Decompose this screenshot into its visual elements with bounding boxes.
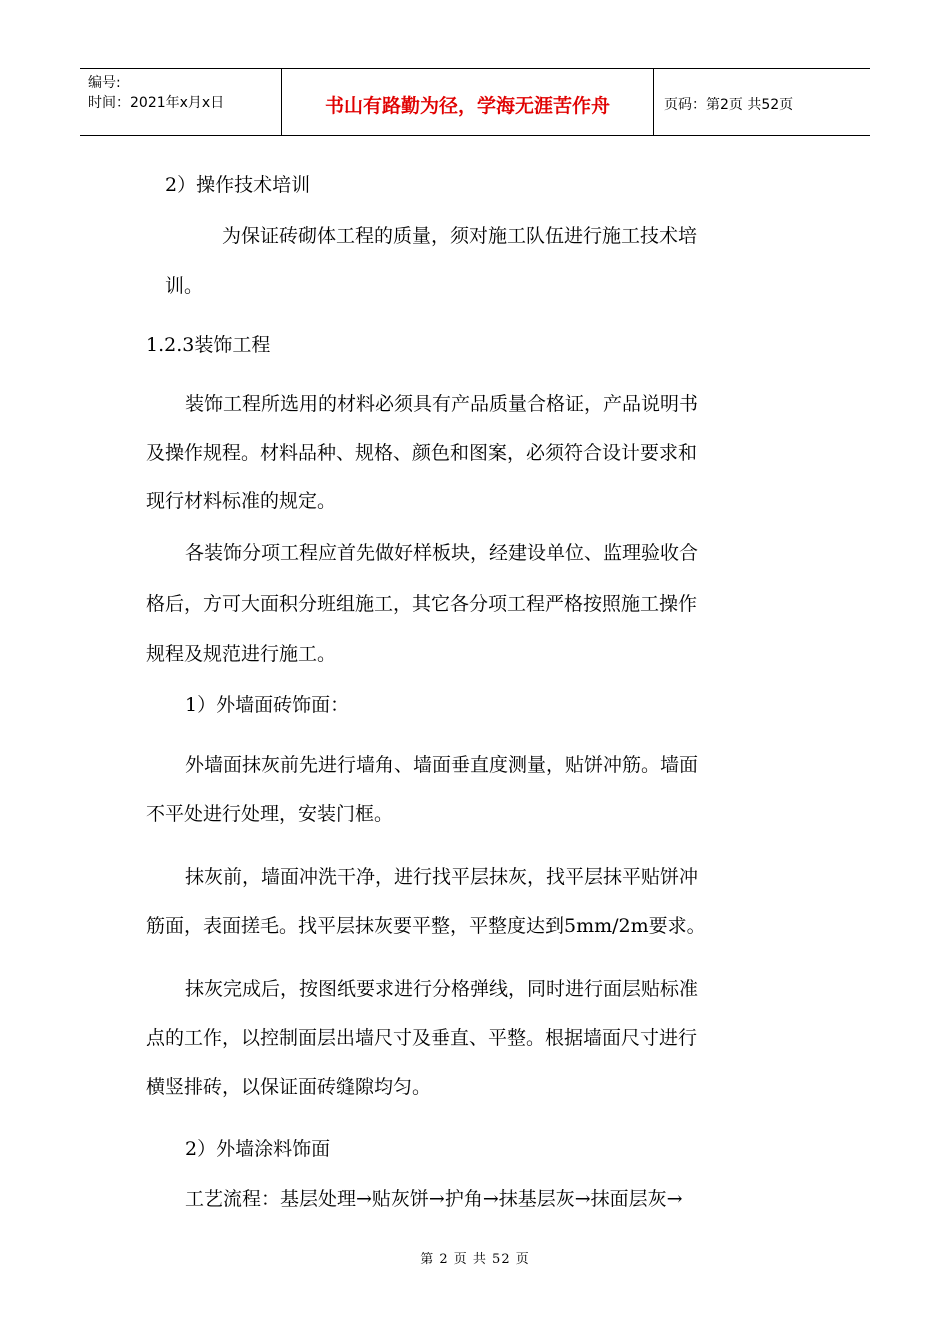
text-line: 格后，方可大面积分班组施工，其它各分项工程严格按照施工操作: [146, 593, 698, 615]
page-header: [80, 68, 870, 136]
header-slogan: 书山有路勤为径，学海无涯苦作舟: [282, 69, 654, 135]
header-page-info: 页码：第2页 共52页: [664, 97, 794, 113]
text-line: 工艺流程：基层处理→贴灰饼→护角→抹基层灰→抹面层灰→: [185, 1188, 683, 1210]
text-line: 横竖排砖，以保证面砖缝隙均匀。: [146, 1076, 432, 1098]
text-line: 装饰工程所选用的材料必须具有产品质量合格证，产品说明书: [185, 393, 699, 415]
section-heading: 1.2.3装饰工程: [146, 334, 271, 356]
text-line: 点的工作，以控制面层出墙尺寸及垂直、平整。根据墙面尺寸进行: [146, 1027, 698, 1049]
number-label: 编号:: [88, 75, 121, 91]
text-line: 外墙面抹灰前先进行墙角、墙面垂直度测量，贴饼冲筋。墙面: [185, 754, 699, 776]
text-line: 现行材料标准的规定。: [146, 490, 337, 512]
subsection-heading: 1）外墙面砖饰面：: [185, 694, 350, 716]
text-line: 2）操作技术培训: [165, 174, 311, 196]
subsection-heading: 2）外墙涂料饰面: [185, 1138, 331, 1160]
text-line: 不平处进行处理，安装门框。: [146, 803, 394, 825]
text-line: 各装饰分项工程应首先做好样板块，经建设单位、监理验收合: [185, 542, 699, 564]
text-line: 为保证砖砌体工程的质量，须对施工队伍进行施工技术培: [222, 225, 698, 247]
time-label: 时间：2021年x月x日: [88, 95, 225, 111]
text-line: 及操作规程。材料品种、规格、颜色和图案，必须符合设计要求和: [146, 442, 698, 464]
text-line: 规程及规范进行施工。: [146, 643, 337, 665]
text-line: 抹灰前，墙面冲洗干净，进行找平层抹灰，找平层抹平贴饼冲: [185, 866, 699, 888]
page-footer: 第 2 页 共 52 页: [420, 1252, 530, 1267]
text-line: 训。: [165, 275, 204, 297]
text-line: 筋面，表面搓毛。找平层抹灰要平整，平整度达到5mm/2m要求。: [146, 915, 706, 937]
text-line: 抹灰完成后，按图纸要求进行分格弹线，同时进行面层贴标准: [185, 978, 699, 1000]
header-meta: [80, 69, 282, 135]
